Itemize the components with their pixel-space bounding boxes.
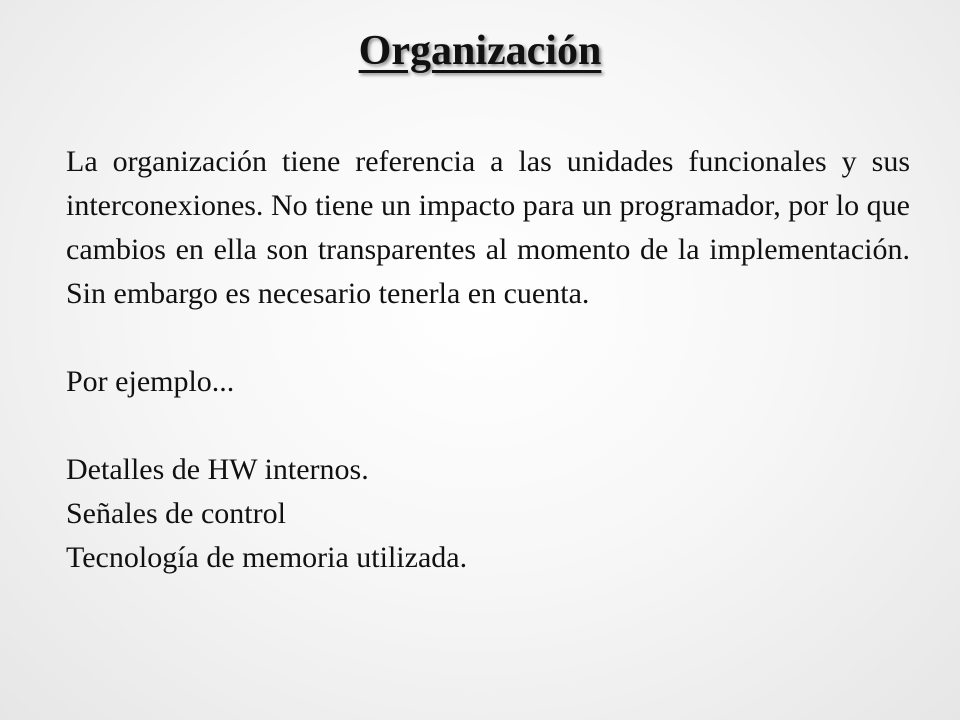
example-item: Tecnología de memoria utilizada. [66,541,468,574]
example-item: Detalles de HW internos. [66,453,369,486]
spacer [66,316,910,360]
example-intro: Por ejemplo... [66,365,235,398]
spacer [66,404,910,448]
example-item: Señales de control [66,497,286,530]
slide-body [66,140,910,580]
slide-title: Organización [358,28,602,74]
organization-definition-paragraph: La organización tiene referencia a las unidades funcionales y sus interconexiones. No tiene un impacto para un programador, por lo que cambios en ella son transparentes al momento de la implementación. Sin embargo es necesario tenerla en cuenta. [66,145,910,310]
examples-list [66,448,910,580]
